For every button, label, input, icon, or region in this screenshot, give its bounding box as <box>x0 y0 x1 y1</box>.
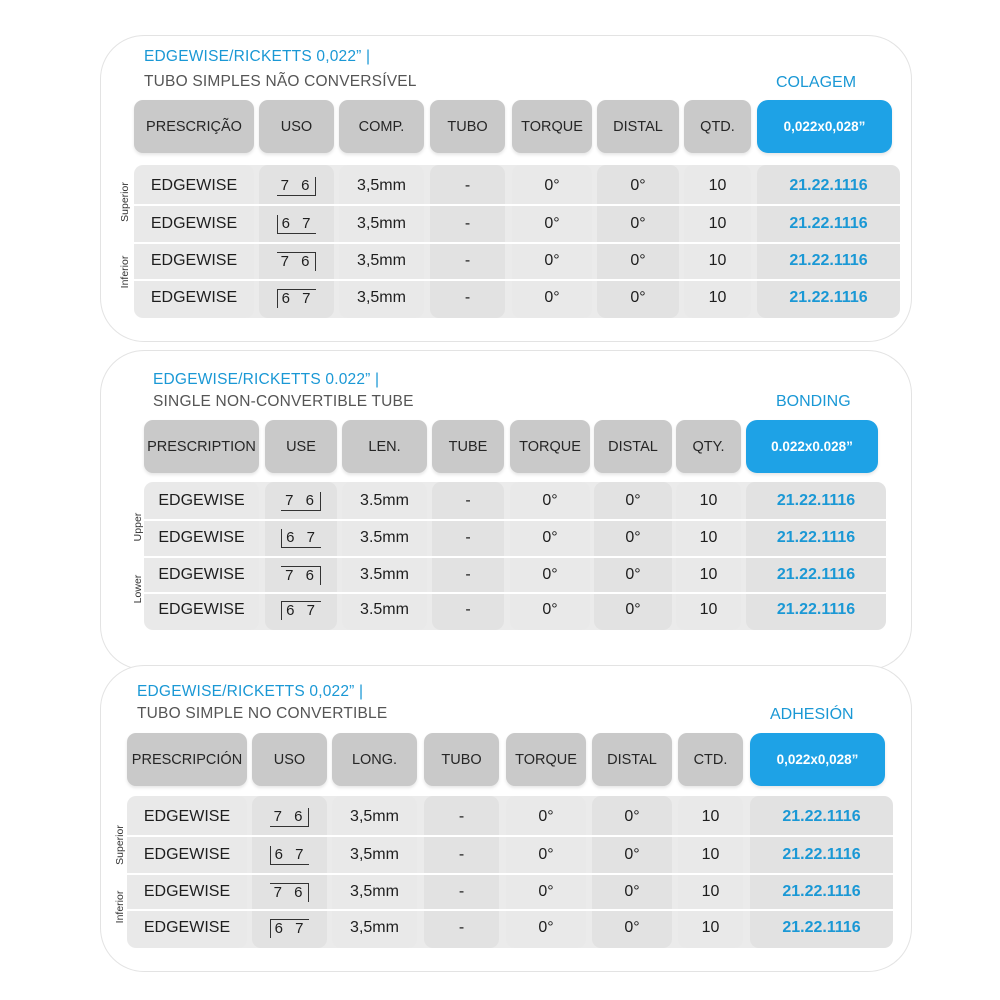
cell-len: 3.5mm <box>360 492 409 509</box>
cell-prescription: EDGEWISE <box>150 289 238 306</box>
cell-tooth <box>259 172 334 200</box>
cell-tube: - <box>465 566 471 583</box>
cell-len: 3.5mm <box>360 601 409 618</box>
row-divider <box>127 909 893 911</box>
section-label: COLAGEM <box>776 74 857 91</box>
cell-tube: - <box>465 529 471 546</box>
tooth-notation: 7 6 <box>270 808 310 827</box>
cell-tube: - <box>464 289 471 306</box>
cell-len: 3,5mm <box>357 252 406 269</box>
side-label-lower: Lower <box>132 574 144 604</box>
cell-distal: 0° <box>630 177 646 194</box>
cell-distal: 0° <box>624 808 640 825</box>
cell-qty: 10 <box>708 289 727 306</box>
cell-distal: 0° <box>625 566 641 583</box>
cell-tooth <box>265 561 337 589</box>
section-label: ADHESIÓN <box>770 706 854 723</box>
cell-distal: 0° <box>630 289 646 306</box>
row-divider <box>127 835 893 837</box>
cell-code: 21.22.1116 <box>789 252 868 269</box>
cell-qty: 10 <box>699 601 718 618</box>
cell-distal: 0° <box>624 846 640 863</box>
cell-code: 21.22.1116 <box>789 177 868 194</box>
cell-qty: 10 <box>708 215 727 232</box>
cell-torque: 0° <box>538 846 554 863</box>
cell-tube: - <box>458 919 465 936</box>
cell-distal: 0° <box>630 252 646 269</box>
cell-tooth <box>265 596 337 624</box>
column-header: PRESCRIPTION <box>144 420 259 473</box>
product-title: EDGEWISE/RICKETTS 0,022” | <box>144 48 371 65</box>
column-header: DISTAL <box>597 100 679 153</box>
cell-tooth <box>252 878 327 906</box>
column-header: USO <box>259 100 334 153</box>
product-subtitle: SINGLE NON-CONVERTIBLE TUBE <box>153 393 414 410</box>
side-label-lower: Inferior <box>114 890 126 924</box>
cell-prescription: EDGEWISE <box>150 252 238 269</box>
cell-tooth <box>259 247 334 275</box>
column-header: TUBE <box>432 420 504 473</box>
cell-prescription: EDGEWISE <box>158 601 245 618</box>
cell-distal: 0° <box>630 215 646 232</box>
cell-distal: 0° <box>625 529 641 546</box>
section-label: BONDING <box>776 393 851 410</box>
row-divider <box>144 519 886 521</box>
cell-torque: 0° <box>538 883 554 900</box>
cell-code: 21.22.1116 <box>776 601 856 618</box>
cell-code: 21.22.1116 <box>789 215 868 232</box>
cell-prescription: EDGEWISE <box>143 883 231 900</box>
column-header: DISTAL <box>592 733 672 786</box>
tooth-notation: 7 6 <box>270 883 310 902</box>
cell-torque: 0° <box>542 566 558 583</box>
cell-torque: 0° <box>542 492 558 509</box>
column-header: 0,022x0,028” <box>750 733 885 786</box>
cell-code: 21.22.1116 <box>776 529 856 546</box>
column-header: CTD. <box>678 733 743 786</box>
column-header: QTY. <box>676 420 741 473</box>
tooth-notation: 6 7 <box>277 289 317 308</box>
side-label-upper: Upper <box>132 512 144 542</box>
cell-prescription: EDGEWISE <box>158 566 245 583</box>
cell-qty: 10 <box>708 177 727 194</box>
cell-tube: - <box>458 883 465 900</box>
cell-qty: 10 <box>701 846 720 863</box>
cell-torque: 0° <box>538 919 554 936</box>
column-header: PRESCRIÇÃO <box>134 100 254 153</box>
cell-len: 3,5mm <box>357 289 406 306</box>
cell-prescription: EDGEWISE <box>143 919 231 936</box>
cell-tube: - <box>464 215 471 232</box>
cell-len: 3,5mm <box>350 919 399 936</box>
cell-prescription: EDGEWISE <box>150 215 238 232</box>
cell-distal: 0° <box>624 883 640 900</box>
cell-tube: - <box>464 252 471 269</box>
cell-torque: 0° <box>544 252 560 269</box>
product-subtitle: TUBO SIMPLE NO CONVERTIBLE <box>137 705 388 722</box>
tooth-notation: 6 7 <box>281 601 321 620</box>
cell-code: 21.22.1116 <box>789 289 868 306</box>
cell-distal: 0° <box>625 601 641 618</box>
cell-len: 3,5mm <box>350 808 399 825</box>
cell-code: 21.22.1116 <box>776 492 856 509</box>
tooth-notation: 7 6 <box>277 177 317 196</box>
column-header: 0.022x0.028” <box>746 420 878 473</box>
cell-tooth <box>252 914 327 942</box>
cell-qty: 10 <box>699 566 718 583</box>
row-divider <box>134 204 900 206</box>
cell-tooth <box>265 524 337 552</box>
row-divider <box>127 873 893 875</box>
cell-tooth <box>252 841 327 869</box>
cell-code: 21.22.1116 <box>782 919 861 936</box>
cell-distal: 0° <box>625 492 641 509</box>
row-divider <box>134 242 900 244</box>
column-header: TORQUE <box>506 733 586 786</box>
side-label-lower: Inferior <box>119 255 131 289</box>
cell-qty: 10 <box>699 529 718 546</box>
product-title: EDGEWISE/RICKETTS 0,022” | <box>137 683 364 700</box>
cell-len: 3,5mm <box>350 846 399 863</box>
column-header: TUBO <box>430 100 505 153</box>
cell-prescription: EDGEWISE <box>143 808 231 825</box>
cell-torque: 0° <box>544 289 560 306</box>
cell-prescription: EDGEWISE <box>150 177 238 194</box>
cell-len: 3.5mm <box>360 566 409 583</box>
cell-tooth <box>259 210 334 238</box>
row-divider <box>144 556 886 558</box>
cell-qty: 10 <box>701 919 720 936</box>
side-label-upper: Superior <box>114 825 126 865</box>
column-header: LEN. <box>342 420 427 473</box>
row-divider <box>134 279 900 281</box>
cell-tooth <box>252 803 327 831</box>
column-header: TUBO <box>424 733 499 786</box>
cell-code: 21.22.1116 <box>782 808 861 825</box>
column-header: LONG. <box>332 733 417 786</box>
column-header: COMP. <box>339 100 424 153</box>
column-header: PRESCRIPCIÓN <box>127 733 247 786</box>
cell-prescription: EDGEWISE <box>143 846 231 863</box>
cell-torque: 0° <box>538 808 554 825</box>
cell-qty: 10 <box>699 492 718 509</box>
cell-tube: - <box>465 492 471 509</box>
cell-tube: - <box>465 601 471 618</box>
tooth-notation: 6 7 <box>270 846 310 865</box>
cell-len: 3,5mm <box>357 177 406 194</box>
cell-len: 3,5mm <box>357 215 406 232</box>
cell-code: 21.22.1116 <box>782 883 861 900</box>
cell-torque: 0° <box>542 601 558 618</box>
cell-len: 3.5mm <box>360 529 409 546</box>
cell-len: 3,5mm <box>350 883 399 900</box>
column-header: TORQUE <box>510 420 590 473</box>
tooth-notation: 6 7 <box>277 215 317 234</box>
cell-tooth <box>259 284 334 312</box>
cell-qty: 10 <box>701 808 720 825</box>
tooth-notation: 6 7 <box>281 529 321 548</box>
cell-code: 21.22.1116 <box>776 566 856 583</box>
tooth-notation: 7 6 <box>277 252 317 271</box>
tooth-notation: 7 6 <box>281 492 321 511</box>
side-label-upper: Superior <box>119 182 131 222</box>
cell-tube: - <box>458 808 465 825</box>
cell-prescription: EDGEWISE <box>158 529 245 546</box>
column-header: USE <box>265 420 337 473</box>
cell-qty: 10 <box>708 252 727 269</box>
tooth-notation: 7 6 <box>281 566 321 585</box>
column-header: QTD. <box>684 100 751 153</box>
cell-prescription: EDGEWISE <box>158 492 245 509</box>
cell-tube: - <box>464 177 471 194</box>
cell-tooth <box>265 487 337 515</box>
column-header: DISTAL <box>594 420 672 473</box>
cell-torque: 0° <box>544 215 560 232</box>
column-header: USO <box>252 733 327 786</box>
product-title: EDGEWISE/RICKETTS 0.022” | <box>153 371 380 388</box>
product-subtitle: TUBO SIMPLES NÃO CONVERSÍVEL <box>144 73 417 90</box>
cell-qty: 10 <box>701 883 720 900</box>
cell-code: 21.22.1116 <box>782 846 861 863</box>
cell-torque: 0° <box>542 529 558 546</box>
column-header: 0,022x0,028” <box>757 100 892 153</box>
cell-distal: 0° <box>624 919 640 936</box>
tooth-notation: 6 7 <box>270 919 310 938</box>
column-header: TORQUE <box>512 100 592 153</box>
cell-torque: 0° <box>544 177 560 194</box>
row-divider <box>144 592 886 594</box>
cell-tube: - <box>458 846 465 863</box>
